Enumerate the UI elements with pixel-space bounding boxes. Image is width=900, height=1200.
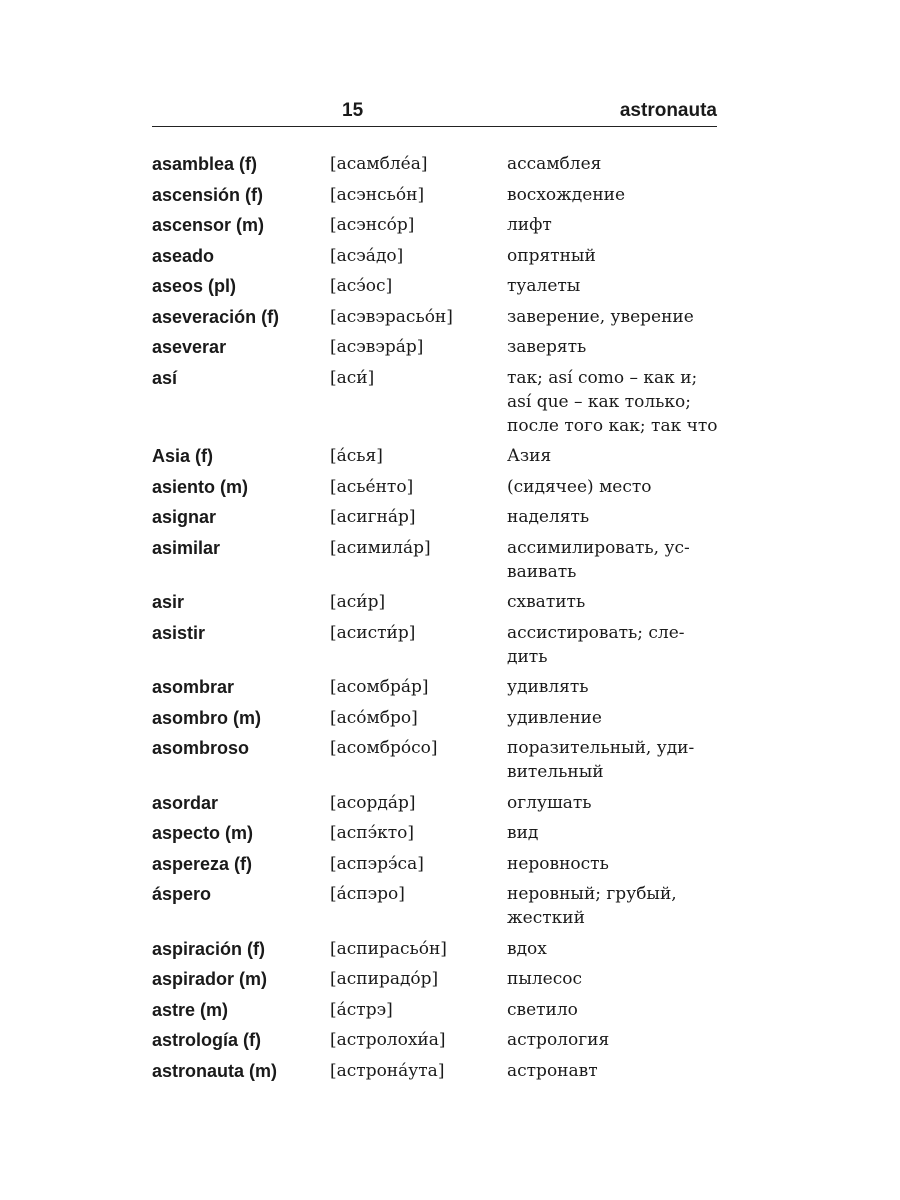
- dictionary-entry: [152, 335, 732, 359]
- dictionary-entries: [152, 152, 732, 1089]
- entry-translation: [507, 505, 732, 529]
- dictionary-entry: [152, 183, 732, 207]
- dictionary-entry: [152, 675, 732, 699]
- translation-line: оглушать: [507, 792, 592, 813]
- entry-translation: [507, 937, 732, 961]
- entry-translation: [507, 444, 732, 468]
- translation-line: поразительный, уди-: [507, 738, 695, 758]
- dictionary-entry: [152, 505, 732, 529]
- dictionary-entry: [152, 1028, 732, 1052]
- entry-headword: asordar: [152, 792, 219, 813]
- entry-headword: áspero: [152, 884, 212, 904]
- translation-line: дить: [507, 646, 548, 667]
- entry-headword: aseveración (f): [152, 306, 280, 327]
- entry-translation: [507, 1059, 732, 1083]
- dictionary-entry: [152, 475, 732, 499]
- dictionary-entry: [152, 366, 732, 438]
- entry-transcription: [асэнсьо́н]: [330, 184, 425, 205]
- translation-line: неровный; грубый,: [507, 884, 677, 904]
- entry-translation: [507, 305, 732, 329]
- entry-transcription: [асимила́р]: [330, 537, 431, 558]
- dictionary-entry: [152, 882, 732, 930]
- entry-translation: [507, 852, 732, 876]
- entry-headword: asimilar: [152, 537, 221, 558]
- entry-headword: asombro (m): [152, 707, 262, 728]
- entry-headword: aseverar: [152, 337, 227, 357]
- entry-transcription: [асамбле́а]: [330, 154, 428, 174]
- dictionary-entry: [152, 274, 732, 298]
- entry-headword: aspirador (m): [152, 969, 268, 989]
- entry-headword: asombroso: [152, 738, 250, 758]
- entry-headword: astronauta (m): [152, 1060, 278, 1081]
- entry-translation: [507, 213, 732, 237]
- entry-translation: [507, 998, 732, 1022]
- entry-translation: [507, 621, 732, 669]
- translation-line: удивление: [507, 707, 602, 728]
- entry-translation: [507, 152, 732, 176]
- dictionary-entry: [152, 213, 732, 237]
- translation-line: (сидячее) место: [507, 476, 652, 497]
- entry-translation: [507, 736, 732, 784]
- entry-transcription: [асэвэрасьо́н]: [330, 306, 453, 327]
- dictionary-entry: [152, 852, 732, 876]
- translation-line: вид: [507, 823, 539, 843]
- entry-headword: aspiración (f): [152, 938, 266, 959]
- entry-headword: asiento (m): [152, 476, 249, 497]
- translation-line: опрятный: [507, 245, 596, 266]
- page-header: [152, 96, 717, 127]
- entry-translation: [507, 1028, 732, 1052]
- translation-line: удивлять: [507, 677, 589, 697]
- dictionary-entry: [152, 590, 732, 614]
- entry-translation: [507, 244, 732, 268]
- entry-headword: ascensor (m): [152, 215, 265, 235]
- entry-transcription: [аси́]: [330, 367, 375, 388]
- entry-transcription: [асо́мбро]: [330, 707, 418, 728]
- entry-headword: asamblea (f): [152, 154, 258, 174]
- entry-translation: [507, 882, 732, 930]
- entry-headword: asistir: [152, 622, 206, 643]
- dictionary-entry: [152, 244, 732, 268]
- translation-line: светило: [507, 999, 578, 1020]
- entry-transcription: [аспэрэ́са]: [330, 853, 424, 874]
- entry-transcription: [астролохи́а]: [330, 1030, 446, 1050]
- entry-headword: aseado: [152, 245, 215, 266]
- entry-translation: [507, 536, 732, 584]
- translation-line: ассистировать; сле-: [507, 622, 685, 643]
- entry-transcription: [аспирасьо́н]: [330, 938, 447, 959]
- entry-headword: asignar: [152, 507, 217, 527]
- dictionary-entry: [152, 821, 732, 845]
- translation-line: Азия: [507, 446, 552, 466]
- dictionary-entry: [152, 736, 732, 784]
- translation-line: астронавт: [507, 1060, 598, 1081]
- entry-transcription: [асэ́ос]: [330, 276, 393, 296]
- entry-headword: astrología (f): [152, 1030, 262, 1050]
- entry-transcription: [асэнсо́р]: [330, 215, 415, 235]
- entry-translation: [507, 335, 732, 359]
- entry-translation: [507, 475, 732, 499]
- entry-translation: [507, 183, 732, 207]
- translation-line: ассамблея: [507, 154, 602, 174]
- entry-headword: ascensión (f): [152, 184, 264, 205]
- entry-translation: [507, 706, 732, 730]
- entry-headword: asombrar: [152, 677, 235, 697]
- dictionary-entry: [152, 937, 732, 961]
- entry-transcription: [а́спэро]: [330, 884, 405, 904]
- dictionary-entry: [152, 444, 732, 468]
- translation-line: астрология: [507, 1030, 610, 1050]
- dictionary-entry: [152, 998, 732, 1022]
- entry-transcription: [аспирадо́р]: [330, 969, 439, 989]
- entry-transcription: [а́стрэ]: [330, 999, 393, 1020]
- translation-line: так; así como – как и;: [507, 367, 698, 388]
- entry-headword: astre (m): [152, 999, 229, 1020]
- dictionary-entry: [152, 1059, 732, 1083]
- translation-line: схватить: [507, 592, 586, 612]
- page-number: 15: [342, 100, 364, 121]
- dictionary-entry: [152, 621, 732, 669]
- dictionary-entry: [152, 152, 732, 176]
- entry-transcription: [асисти́р]: [330, 622, 416, 643]
- translation-line: заверение, уверение: [507, 306, 694, 327]
- translation-line: после того как; так что: [507, 415, 718, 436]
- translation-line: вдох: [507, 938, 547, 959]
- entry-transcription: [асэвэра́р]: [330, 337, 424, 357]
- entry-headword: aspecto (m): [152, 823, 254, 843]
- entry-translation: [507, 366, 732, 438]
- entry-transcription: [асье́нто]: [330, 476, 414, 497]
- entry-translation: [507, 967, 732, 991]
- entry-transcription: [аспэ́кто]: [330, 823, 415, 843]
- translation-line: ассимилировать, ус-: [507, 537, 690, 558]
- entry-translation: [507, 675, 732, 699]
- running-head: astronauta: [619, 100, 717, 121]
- dictionary-entry: [152, 536, 732, 584]
- entry-transcription: [аси́р]: [330, 592, 386, 612]
- entry-headword: asir: [152, 592, 185, 612]
- entry-transcription: [а́сья]: [330, 446, 383, 466]
- translation-line: туалеты: [507, 276, 581, 296]
- entry-transcription: [асомбро́со]: [330, 738, 438, 758]
- translation-line: лифт: [507, 215, 552, 235]
- entry-transcription: [асорда́р]: [330, 792, 416, 813]
- entry-transcription: [асэа́до]: [330, 245, 404, 266]
- entry-headword: aspereza (f): [152, 853, 253, 874]
- entry-transcription: [асомбра́р]: [330, 677, 429, 697]
- translation-line: неровность: [507, 853, 609, 874]
- entry-headword: así: [152, 367, 178, 388]
- dictionary-entry: [152, 791, 732, 815]
- translation-line: заверять: [507, 337, 587, 357]
- entry-translation: [507, 274, 732, 298]
- entry-translation: [507, 590, 732, 614]
- translation-line: вительный: [507, 762, 604, 782]
- translation-line: ваивать: [507, 561, 577, 582]
- dictionary-entry: [152, 967, 732, 991]
- entry-translation: [507, 791, 732, 815]
- entry-transcription: [астрона́ута]: [330, 1060, 445, 1081]
- entry-translation: [507, 821, 732, 845]
- dictionary-entry: [152, 305, 732, 329]
- translation-line: восхождение: [507, 184, 626, 205]
- entry-transcription: [асигна́р]: [330, 507, 416, 527]
- translation-line: жесткий: [507, 908, 585, 928]
- entry-headword: Asia (f): [152, 446, 214, 466]
- entry-headword: aseos (pl): [152, 276, 237, 296]
- translation-line: así que – как только;: [507, 391, 691, 412]
- translation-line: пылесос: [507, 969, 582, 989]
- dictionary-entry: [152, 706, 732, 730]
- translation-line: наделять: [507, 507, 590, 527]
